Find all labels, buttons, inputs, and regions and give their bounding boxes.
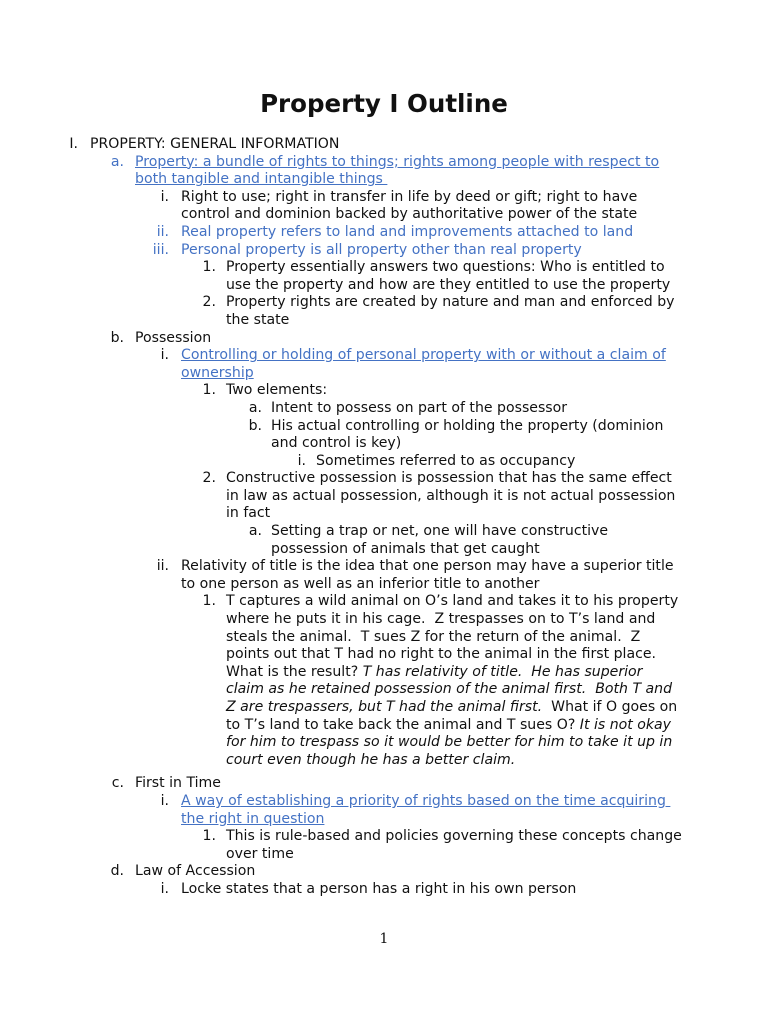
outline-text bbox=[316, 453, 768, 471]
text-line: Possession bbox=[135, 329, 212, 346]
text-line bbox=[226, 717, 768, 735]
outline-item bbox=[0, 523, 768, 558]
outline-item bbox=[0, 881, 768, 899]
text-line: use the property and how are they entitled to use the property bbox=[226, 276, 671, 293]
outline-list bbox=[0, 136, 768, 899]
italic-text: claim as he retained possession of the animal first. Both T and bbox=[226, 681, 673, 698]
outline-item bbox=[0, 136, 768, 154]
text-line: to one person as well as an inferior title to another bbox=[181, 575, 540, 592]
text-line: over time bbox=[226, 845, 294, 862]
text-line: PROPERTY: GENERAL INFORMATION bbox=[90, 136, 340, 152]
outline-marker: 2. bbox=[202, 470, 216, 487]
outline-item bbox=[0, 453, 768, 471]
outline-marker: ii. bbox=[156, 558, 169, 575]
outline-text bbox=[226, 382, 768, 400]
text-line: Property essentially answers two questions: Who is entitled to bbox=[226, 259, 665, 276]
outline-text bbox=[181, 189, 768, 224]
outline-text bbox=[226, 828, 768, 863]
outline-marker: iii. bbox=[152, 241, 169, 258]
text-line bbox=[226, 664, 768, 682]
text-line: the state bbox=[226, 311, 290, 328]
text-segment: points out that T had no right to the animal in the first place. bbox=[226, 646, 656, 663]
text-line: Two elements: bbox=[226, 382, 328, 399]
text-line: in law as actual possession, although it is not actual possession bbox=[226, 487, 676, 504]
outline-item bbox=[0, 154, 768, 189]
outline-text bbox=[181, 881, 768, 899]
outline-text bbox=[271, 418, 768, 453]
outline-text[interactable] bbox=[181, 793, 768, 828]
text-line: Relativity of title is the idea that one person may have a superior title bbox=[181, 558, 674, 575]
text-line bbox=[226, 629, 768, 647]
text-line bbox=[226, 734, 768, 752]
outline-marker: b. bbox=[110, 329, 124, 346]
outline-item bbox=[0, 189, 768, 224]
outline-marker: d. bbox=[110, 863, 124, 880]
outline-text bbox=[271, 523, 768, 558]
text-line: Property rights are created by nature and man and enforced by bbox=[226, 294, 675, 311]
text-segment: to T’s land to take back the animal and T sues O? bbox=[226, 716, 580, 733]
outline-item bbox=[0, 775, 768, 793]
page-title: Property I Outline bbox=[260, 89, 508, 118]
outline-text bbox=[181, 242, 768, 260]
outline-item bbox=[0, 418, 768, 453]
text-line: This is rule-based and policies governing these concepts change bbox=[226, 828, 682, 845]
text-line: possession of animals that get caught bbox=[271, 540, 540, 557]
outline-marker: c. bbox=[111, 775, 124, 792]
hyperlink-line[interactable]: Controlling or holding of personal property with or without a claim of bbox=[181, 347, 666, 364]
text-line bbox=[226, 681, 768, 699]
text-line bbox=[226, 611, 768, 629]
text-line: Constructive possession is possession that has the same effect bbox=[226, 470, 672, 487]
text-line: in fact bbox=[226, 505, 271, 522]
outline-marker: i. bbox=[297, 452, 306, 469]
outline-item bbox=[0, 593, 768, 769]
outline-marker: a. bbox=[248, 523, 262, 540]
outline-marker: i. bbox=[160, 188, 169, 205]
outline-item bbox=[0, 558, 768, 593]
outline-marker: a. bbox=[248, 399, 262, 416]
outline-marker: i. bbox=[160, 792, 169, 809]
text-line: Setting a trap or net, one will have constructive bbox=[271, 523, 609, 540]
hyperlink-line[interactable]: A way of establishing a priority of rights based on the time acquiring bbox=[181, 792, 671, 809]
text-line bbox=[226, 752, 768, 770]
italic-text: for him to trespass so it would be better for him to take it up in bbox=[226, 734, 673, 751]
outline-marker: 1. bbox=[202, 593, 216, 610]
outline-text bbox=[135, 330, 768, 348]
outline-marker: 1. bbox=[202, 382, 216, 399]
outline-item bbox=[0, 863, 768, 881]
hyperlink-line[interactable]: both tangible and intangible things bbox=[135, 171, 388, 188]
outline-text bbox=[135, 863, 768, 881]
outline-item bbox=[0, 294, 768, 329]
text-line: Real property refers to land and improvements attached to land bbox=[181, 223, 634, 240]
outline-item bbox=[0, 382, 768, 400]
outline-item bbox=[0, 793, 768, 828]
italic-text: T has relativity of title. He has superior bbox=[362, 663, 643, 680]
text-line: Law of Accession bbox=[135, 863, 256, 880]
text-line: and control is key) bbox=[271, 435, 402, 452]
text-line: control and dominion backed by authoritative power of the state bbox=[181, 206, 638, 223]
outline-item bbox=[0, 330, 768, 348]
outline-text bbox=[135, 775, 768, 793]
text-line bbox=[226, 646, 768, 664]
outline-text[interactable] bbox=[135, 154, 768, 189]
text-line: Right to use; right in transfer in life by deed or gift; right to have bbox=[181, 188, 638, 205]
text-line: Locke states that a person has a right in his own person bbox=[181, 880, 577, 897]
outline-item bbox=[0, 259, 768, 294]
hyperlink-line[interactable]: Property: a bundle of rights to things; rights among people with respect to bbox=[135, 153, 660, 170]
outline-marker: 1. bbox=[202, 259, 216, 276]
italic-text: court even though he has a better claim. bbox=[226, 751, 516, 768]
outline-item bbox=[0, 828, 768, 863]
text-segment: where he puts it in his cage. Z trespasses on to T’s land and bbox=[226, 611, 656, 628]
outline-marker: 1. bbox=[202, 828, 216, 845]
outline-text bbox=[226, 593, 768, 769]
text-line: His actual controlling or holding the property (dominion bbox=[271, 417, 664, 434]
outline-text bbox=[226, 470, 768, 523]
outline-item bbox=[0, 400, 768, 418]
text-segment: What if O goes on bbox=[542, 699, 678, 715]
outline-text bbox=[181, 558, 768, 593]
outline-marker: I. bbox=[69, 136, 78, 152]
outline-marker: 2. bbox=[202, 294, 216, 311]
text-line: Sometimes referred to as occupancy bbox=[316, 452, 576, 469]
outline-text bbox=[271, 400, 768, 418]
outline-text bbox=[226, 259, 768, 294]
outline-text bbox=[90, 136, 768, 154]
outline-marker: a. bbox=[110, 153, 124, 170]
outline-text[interactable] bbox=[181, 347, 768, 382]
text-line: Personal property is all property other than real property bbox=[181, 241, 582, 258]
page-number: 1 bbox=[379, 931, 389, 947]
hyperlink-line[interactable]: ownership bbox=[181, 364, 254, 381]
outline-text bbox=[181, 224, 768, 242]
outline-marker: i. bbox=[160, 880, 169, 897]
outline-text bbox=[226, 294, 768, 329]
italic-text: Z are trespassers, but T had the animal first. bbox=[226, 699, 543, 715]
outline-item bbox=[0, 224, 768, 242]
italic-text: It is not okay bbox=[579, 716, 672, 733]
outline-item bbox=[0, 242, 768, 260]
outline-item bbox=[0, 470, 768, 523]
outline-item bbox=[0, 347, 768, 382]
outline-marker: ii. bbox=[156, 223, 169, 240]
text-segment: T captures a wild animal on O’s land and takes it to his property bbox=[226, 593, 679, 610]
text-line bbox=[226, 593, 768, 611]
outline-marker: b. bbox=[248, 417, 262, 434]
text-line bbox=[226, 699, 768, 717]
hyperlink-line[interactable]: the right in question bbox=[181, 810, 325, 827]
outline-marker: i. bbox=[160, 347, 169, 364]
text-line: First in Time bbox=[135, 775, 221, 792]
text-segment: steals the animal. T sues Z for the return of the animal. Z bbox=[226, 628, 641, 645]
text-line: Intent to possess on part of the possessor bbox=[271, 399, 568, 416]
text-segment: What is the result? bbox=[226, 663, 363, 680]
